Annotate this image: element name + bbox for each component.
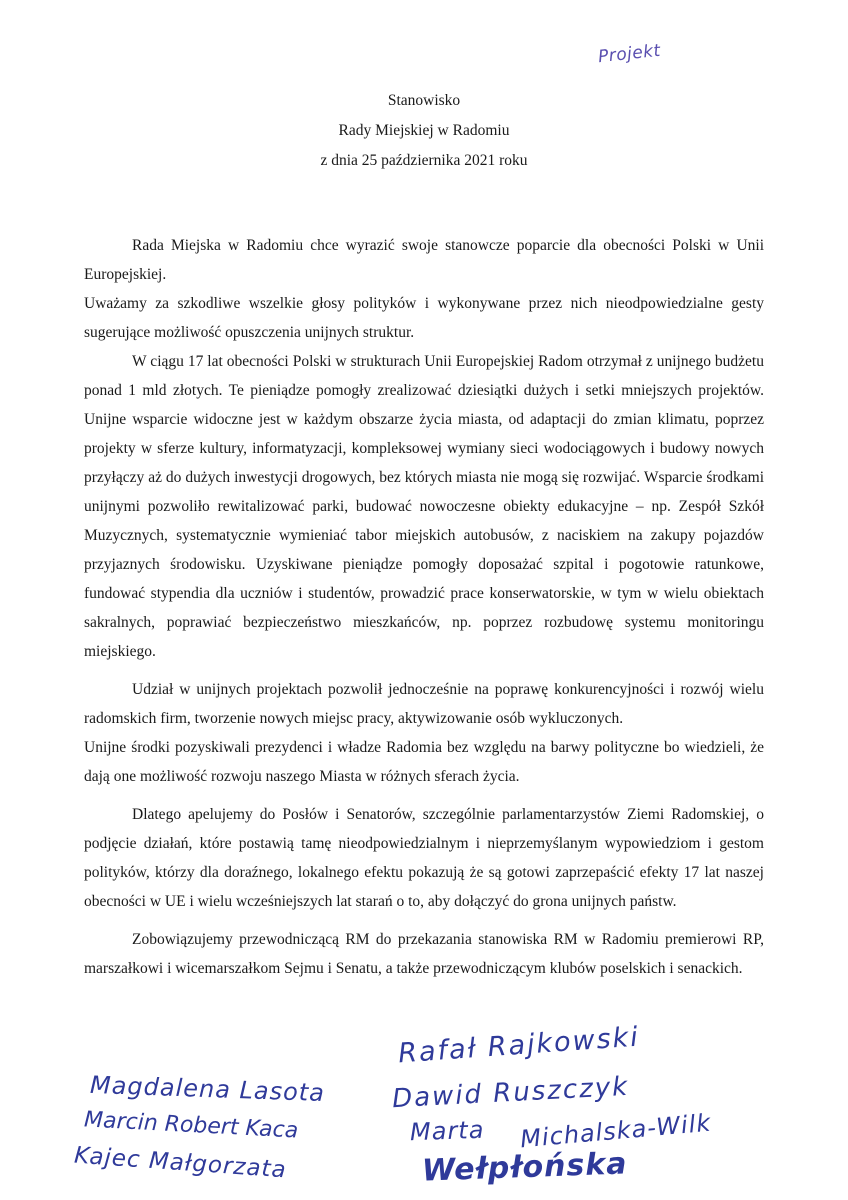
signature: Rafał Rajkowski — [397, 1021, 641, 1070]
paragraph-harmful-voices: Uważamy za szkodliwe wszelkie głosy polityków i wykonywane przez nich nieodpowiedzialne gesty sugerujące możliwość opuszczenia unijnych struktur. — [84, 295, 764, 341]
signature: Kajec Małgorzata — [73, 1142, 288, 1184]
signature: Marta — [409, 1115, 485, 1147]
heading-council: Rady Miejskiej w Radomiu — [338, 122, 510, 139]
signature: Marcin Robert Kaca — [83, 1107, 299, 1144]
document-heading — [0, 86, 848, 176]
heading-title: Stanowisko — [387, 92, 461, 109]
signature: Michalska-Wilk — [519, 1108, 713, 1154]
document-body — [84, 231, 764, 983]
signature: Wełpłońska — [421, 1146, 629, 1189]
paragraph-eu-funds: W ciągu 17 lat obecności Polski w strukturach Unii Europejskiej Radom otrzymał z unijnego budżetu ponad 1 mld złotych. Te pieniądze pomogły zrealizować dziesiątki dużych i setki mniejszych projektów. Unijne wsparcie widoczne jest w każdym obszarze życia miasta, od adaptacji do zmian klimatu, poprzez projekty w sferze kultury, informatyzacji, kompleksowej wymiany sieci wodociągowych i budowy nowych przyłączy aż do dużych inwestycji drogowych, bez których miasta nie mogą się rozwijać. Wsparcie środkami unijnymi pozwoliło rewitalizować parki, budować nowoczesne obiekty edukacyjne – np. Zespół Szkół Muzycznych, systematycznie wymieniać tabor miejskich autobusów, z naciskiem na zakupy pojazdów przyjaznych środowisku. Uzyskiwane pieniądze pomogły doposażać szpital i pogotowie ratunkowe, fundować stypendia dla uczniów i studentów, prowadzić prace konserwatorskie, w tym w wielu obiektach sakralnych, poprawiać bezpieczeństwo mieszkańców, np. poprzez rozbudowę systemu monitoringu miejskiego. — [84, 353, 764, 660]
paragraph-authorities: Unijne środki pozyskiwali prezydenci i władze Radomia bez względu na barwy polityczne bo wiedzieli, że dają one możliwość rozwoju naszego Miasta w różnych sferach życia. — [84, 739, 764, 785]
paragraph-appeal: Dlatego apelujemy do Posłów i Senatorów, szczególnie parlamentarzystów Ziemi Radomskiej, o podjęcie działań, które postawią tamę nieodpowiedzialnym i nieprzemyślanym wypowiedziom i gestom polityków, którzy dla doraźnego, lokalnego efektu pokazują że są gotowi zaprzepaścić efekty 17 lat naszej obecności w UE i wielu wcześniejszych lat starań o to, aby dołączyć do grona unijnych państw. — [84, 806, 764, 910]
paragraph-support: Rada Miejska w Radomiu chce wyrazić swoje stanowcze poparcie dla obecności Polski w Unii Europejskiej. — [84, 237, 764, 283]
paragraph-competitiveness: Udział w unijnych projektach pozwolił jednocześnie na poprawę konkurencyjności i rozwój wielu radomskich firm, tworzenie nowych miejsc pracy, aktywizowanie osób wykluczonych. — [84, 681, 764, 727]
projekt-stamp: Projekt — [597, 40, 662, 68]
signature: Magdalena Lasota — [89, 1070, 326, 1108]
paragraph-obligation: Zobowiązujemy przewodniczącą RM do przekazania stanowiska RM w Radomiu premierowi RP, marszałkowi i wicemarszałkom Sejmu i Senatu, a także przewodniczącym klubów poselskich i senackich. — [84, 931, 764, 977]
heading-date: z dnia 25 października 2021 roku — [320, 152, 528, 169]
signature: Dawid Ruszczyk — [391, 1071, 630, 1115]
